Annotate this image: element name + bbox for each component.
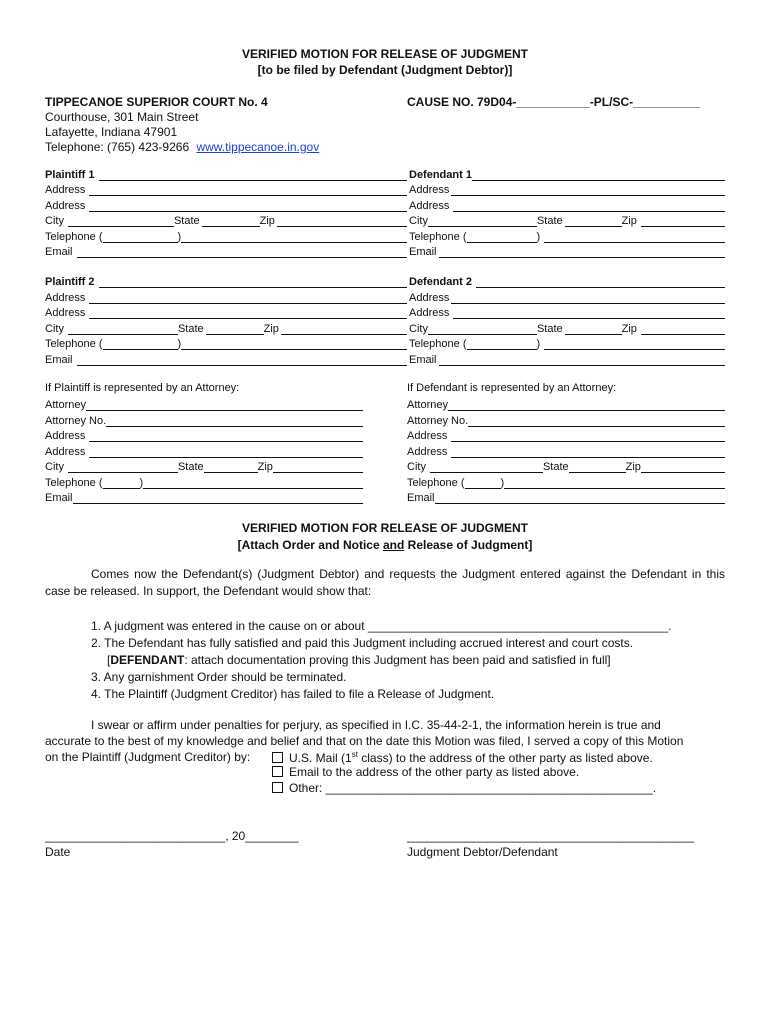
list-item-2-note-rest: : attach documentation proving this Judgment has been paid and satisfied in full] xyxy=(184,653,611,667)
address-label: Address xyxy=(409,307,450,319)
plaintiff-attorney-row xyxy=(45,399,363,411)
defendant-2-address-field-1[interactable] xyxy=(451,292,725,304)
option-other-text: Other: _________________________________________________. xyxy=(289,781,657,795)
defendant-2-email-field[interactable] xyxy=(439,354,725,366)
court-name: TIPPECANOE SUPERIOR COURT No. 4 xyxy=(45,95,268,109)
attorney-no-label: Attorney No. xyxy=(45,415,107,427)
intro-paragraph: Comes now the Defendant(s) (Judgment Debtor) and requests the Judgment entered against the Defendant in this case be released. In support, the Defendant would show that: xyxy=(45,567,725,598)
defendant-1-city-field[interactable] xyxy=(428,215,537,227)
defendant-1-name-field[interactable] xyxy=(472,169,725,181)
defendant-1-zip-field[interactable] xyxy=(641,215,725,227)
plaintiff-2-label: Plaintiff 2 xyxy=(45,276,95,288)
defendant-attorney-no-row xyxy=(407,415,725,427)
plaintiff-1-telephone-row xyxy=(45,231,407,243)
plaintiff-2-address-field-1[interactable] xyxy=(89,292,407,304)
defendant-1-name-row xyxy=(409,169,725,181)
plaintiff-2-email-row xyxy=(45,354,407,366)
section-title: VERIFIED MOTION FOR RELEASE OF JUDGMENT xyxy=(241,521,528,535)
defendant-attorney-address-row-2 xyxy=(407,446,725,458)
court-telephone xyxy=(45,140,319,154)
defendant-attorney-heading: If Defendant is represented by an Attorney: xyxy=(407,382,617,394)
court-website-link[interactable]: www.tippecanoe.in.gov xyxy=(196,140,320,154)
plaintiff-2-city-row xyxy=(45,323,407,335)
section-subtitle-post: Release of Judgment] xyxy=(404,538,533,552)
defendant-1-telephone-row xyxy=(409,231,725,243)
defendant-1-telephone-field[interactable] xyxy=(544,231,725,243)
court-telephone-text: Telephone: (765) 423-9266 xyxy=(45,140,190,154)
list-item-3: 3. Any garnishment Order should be terminated. xyxy=(91,670,347,684)
plaintiff-1-state-field[interactable] xyxy=(202,215,260,227)
plaintiff-attorney-email-row xyxy=(45,492,363,504)
email-checkbox[interactable] xyxy=(272,766,283,777)
address-label: Address xyxy=(409,200,450,212)
email-label: Email xyxy=(409,354,437,366)
plaintiff-attorney-address-field-2[interactable] xyxy=(89,446,363,458)
court-address-2: Lafayette, Indiana 47901 xyxy=(45,125,178,139)
option-other xyxy=(272,781,656,795)
defendant-2-address-row-2 xyxy=(409,307,725,319)
email-label: Email xyxy=(409,246,437,258)
affirmation-line-2: accurate to the best of my knowledge and belief and that on the date this Motion was filed, I served a copy of this Motion xyxy=(45,734,684,748)
email-label: Email xyxy=(45,492,73,504)
city-label: City xyxy=(45,323,64,335)
defendant-2-zip-field[interactable] xyxy=(641,323,725,335)
defendant-1-area-code-field[interactable] xyxy=(467,231,537,243)
defendant-2-address-row-1 xyxy=(409,292,725,304)
defendant-attorney-area-code-field[interactable] xyxy=(465,477,501,489)
defendant-2-email-row xyxy=(409,354,725,366)
defendant-attorney-field[interactable] xyxy=(448,399,725,411)
defendant-2-telephone-field[interactable] xyxy=(544,338,725,350)
address-label: Address xyxy=(407,446,448,458)
plaintiff-2-zip-field[interactable] xyxy=(281,323,407,335)
plaintiff-1-address-row-2 xyxy=(45,200,407,212)
defendant-1-email-field[interactable] xyxy=(439,246,725,258)
defendant-2-name-field[interactable] xyxy=(476,276,725,288)
paren-close: ) xyxy=(536,338,541,350)
paren-close: ) xyxy=(177,338,182,350)
plaintiff-attorney-heading: If Plaintiff is represented by an Attorney: xyxy=(45,382,240,394)
plaintiff-1-telephone-field[interactable] xyxy=(181,231,407,243)
section-subtitle-and: and xyxy=(382,538,405,552)
signature-label: Judgment Debtor/Defendant xyxy=(407,845,558,859)
defendant-attorney-telephone-field[interactable] xyxy=(504,477,725,489)
defendant-1-address-row-2 xyxy=(409,200,725,212)
defendant-1-address-field-1[interactable] xyxy=(451,184,725,196)
plaintiff-1-city-row xyxy=(45,215,407,227)
plaintiff-attorney-no-row xyxy=(45,415,363,427)
attorney-no-label: Attorney No. xyxy=(407,415,469,427)
plaintiff-2-telephone-row xyxy=(45,338,407,350)
zip-label: Zip xyxy=(621,323,637,335)
defendant-attorney-address-row-1 xyxy=(407,430,725,442)
defendant-1-email-row xyxy=(409,246,725,258)
signature-line[interactable]: ___________________________________________ xyxy=(407,829,694,843)
zip-label: Zip xyxy=(621,215,637,227)
attorney-label: Attorney xyxy=(45,399,86,411)
email-label: Email xyxy=(407,492,435,504)
plaintiff-2-city-field[interactable] xyxy=(68,323,178,335)
telephone-label: Telephone ( xyxy=(407,477,465,489)
defendant-attorney-address-field-2[interactable] xyxy=(451,446,725,458)
plaintiff-attorney-address-row-1 xyxy=(45,430,363,442)
address-label: Address xyxy=(45,307,86,319)
plaintiff-2-name-field[interactable] xyxy=(99,276,407,288)
plaintiff-2-telephone-field[interactable] xyxy=(181,338,407,350)
option-us-mail-pre: U.S. Mail (1 xyxy=(289,751,352,765)
telephone-label: Telephone ( xyxy=(45,477,103,489)
telephone-label: Telephone ( xyxy=(409,231,467,243)
zip-label: Zip xyxy=(625,461,641,473)
defendant-attorney-city-row xyxy=(407,461,725,473)
section-subtitle-pre: [Attach Order and Notice xyxy=(237,538,383,552)
plaintiff-1-name-field[interactable] xyxy=(99,169,407,181)
city-label: City xyxy=(409,215,428,227)
plaintiff-attorney-area-code-field[interactable] xyxy=(103,477,140,489)
state-label: State xyxy=(177,323,204,335)
plaintiff-attorney-telephone-row xyxy=(45,477,363,489)
plaintiff-attorney-city-field[interactable] xyxy=(68,461,178,473)
plaintiff-1-city-field[interactable] xyxy=(68,215,174,227)
plaintiff-attorney-zip-field[interactable] xyxy=(273,461,363,473)
plaintiff-1-label: Plaintiff 1 xyxy=(45,169,95,181)
defendant-attorney-email-row xyxy=(407,492,725,504)
affirmation-line-1: I swear or affirm under penalties for perjury, as specified in I.C. 35-44-2-1, the information herein is true and xyxy=(91,718,661,732)
city-label: City xyxy=(407,461,426,473)
plaintiff-2-address-row-2 xyxy=(45,307,407,319)
address-label: Address xyxy=(407,430,448,442)
email-label: Email xyxy=(45,246,73,258)
plaintiff-2-name-row xyxy=(45,276,407,288)
defendant-attorney-zip-field[interactable] xyxy=(641,461,725,473)
defendant-attorney-email-field[interactable] xyxy=(435,492,725,504)
email-label: Email xyxy=(45,354,73,366)
plaintiff-attorney-address-row-2 xyxy=(45,446,363,458)
plaintiff-1-area-code-field[interactable] xyxy=(103,231,178,243)
option-us-mail-post: class) to the address of the other party as listed above. xyxy=(357,751,653,765)
defendant-2-label: Defendant 2 xyxy=(409,276,472,288)
address-label: Address xyxy=(409,184,450,196)
address-label: Address xyxy=(409,292,450,304)
defendant-2-area-code-field[interactable] xyxy=(467,338,537,350)
address-label: Address xyxy=(45,184,86,196)
state-label: State xyxy=(177,461,204,473)
zip-label: Zip xyxy=(263,323,279,335)
zip-label: Zip xyxy=(257,461,273,473)
other-checkbox[interactable] xyxy=(272,782,283,793)
address-label: Address xyxy=(45,292,86,304)
paren-close: ) xyxy=(139,477,144,489)
defendant-2-state-field[interactable] xyxy=(565,323,622,335)
option-us-mail-sup: st xyxy=(351,750,358,759)
list-item-1: 1. A judgment was entered in the cause on or about _____________________________________________. xyxy=(91,619,672,633)
paren-close: ) xyxy=(500,477,505,489)
affirmation-line-3: on the Plaintiff (Judgment Creditor) by: xyxy=(45,750,251,764)
city-label: City xyxy=(45,215,64,227)
plaintiff-attorney-city-row xyxy=(45,461,363,473)
defendant-2-address-field-2[interactable] xyxy=(453,307,725,319)
cause-number: CAUSE NO. 79D04-___________-PL/SC-__________ xyxy=(407,95,700,109)
defendant-2-city-field[interactable] xyxy=(428,323,537,335)
plaintiff-1-address-row-1 xyxy=(45,184,407,196)
option-us-mail xyxy=(272,750,653,765)
plaintiff-1-email-row xyxy=(45,246,407,258)
city-label: City xyxy=(409,323,428,335)
defendant-attorney-telephone-row xyxy=(407,477,725,489)
zip-label: Zip xyxy=(259,215,275,227)
address-label: Address xyxy=(45,200,86,212)
plaintiff-1-zip-field[interactable] xyxy=(277,215,407,227)
paren-close: ) xyxy=(177,231,182,243)
paren-close: ) xyxy=(536,231,541,243)
defendant-1-city-row xyxy=(409,215,725,227)
plaintiff-attorney-telephone-field[interactable] xyxy=(143,477,363,489)
plaintiff-attorney-email-field[interactable] xyxy=(73,492,363,504)
defendant-attorney-city-field[interactable] xyxy=(430,461,543,473)
defendant-2-telephone-row xyxy=(409,338,725,350)
defendant-attorney-row xyxy=(407,399,725,411)
defendant-1-label: Defendant 1 xyxy=(409,169,472,181)
defendant-1-address-row-1 xyxy=(409,184,725,196)
defendant-2-name-row xyxy=(409,276,725,288)
date-line[interactable]: ___________________________, 20________ xyxy=(45,829,299,843)
plaintiff-attorney-no-field[interactable] xyxy=(106,415,363,427)
state-label: State xyxy=(536,215,563,227)
attorney-label: Attorney xyxy=(407,399,448,411)
plaintiff-attorney-state-field[interactable] xyxy=(204,461,258,473)
state-label: State xyxy=(536,323,563,335)
address-label: Address xyxy=(45,446,86,458)
form-title: VERIFIED MOTION FOR RELEASE OF JUDGMENT xyxy=(241,47,528,61)
plaintiff-1-email-field[interactable] xyxy=(77,246,407,258)
defendant-attorney-no-field[interactable] xyxy=(468,415,725,427)
address-label: Address xyxy=(45,430,86,442)
defendant-1-address-field-2[interactable] xyxy=(453,200,725,212)
city-label: City xyxy=(45,461,64,473)
defendant-attorney-address-field-1[interactable] xyxy=(451,430,725,442)
plaintiff-attorney-address-field-1[interactable] xyxy=(89,430,363,442)
plaintiff-1-name-row xyxy=(45,169,407,181)
date-label: Date xyxy=(45,845,71,859)
plaintiff-2-state-field[interactable] xyxy=(206,323,264,335)
option-email-text: Email to the address of the other party as listed above. xyxy=(289,765,580,779)
form-subtitle: [to be filed by Defendant (Judgment Debtor)] xyxy=(257,63,513,77)
option-email xyxy=(272,765,579,779)
us-mail-checkbox[interactable] xyxy=(272,752,283,763)
plaintiff-2-area-code-field[interactable] xyxy=(103,338,178,350)
telephone-label: Telephone ( xyxy=(409,338,467,350)
list-item-2-note-bold: DEFENDANT xyxy=(110,653,185,667)
plaintiff-2-email-field[interactable] xyxy=(77,354,407,366)
section-subtitle xyxy=(0,538,770,552)
plaintiff-attorney-field[interactable] xyxy=(86,399,363,411)
plaintiff-2-address-row-1 xyxy=(45,292,407,304)
telephone-label: Telephone ( xyxy=(45,338,103,350)
plaintiff-1-address-field-1[interactable] xyxy=(89,184,407,196)
telephone-label: Telephone ( xyxy=(45,231,103,243)
defendant-2-city-row xyxy=(409,323,725,335)
list-item-4: 4. The Plaintiff (Judgment Creditor) has failed to file a Release of Judgment. xyxy=(91,687,495,701)
plaintiff-1-address-field-2[interactable] xyxy=(89,200,407,212)
defendant-1-state-field[interactable] xyxy=(565,215,622,227)
state-label: State xyxy=(542,461,569,473)
state-label: State xyxy=(173,215,200,227)
list-item-2-note: [DEFENDANT: attach documentation proving this Judgment has been paid and satisfied in full] xyxy=(107,653,611,667)
defendant-attorney-state-field[interactable] xyxy=(569,461,626,473)
court-address-1: Courthouse, 301 Main Street xyxy=(45,110,199,124)
plaintiff-2-address-field-2[interactable] xyxy=(89,307,407,319)
list-item-2: 2. The Defendant has fully satisfied and paid this Judgment including accrued interest and court costs. xyxy=(91,636,634,650)
